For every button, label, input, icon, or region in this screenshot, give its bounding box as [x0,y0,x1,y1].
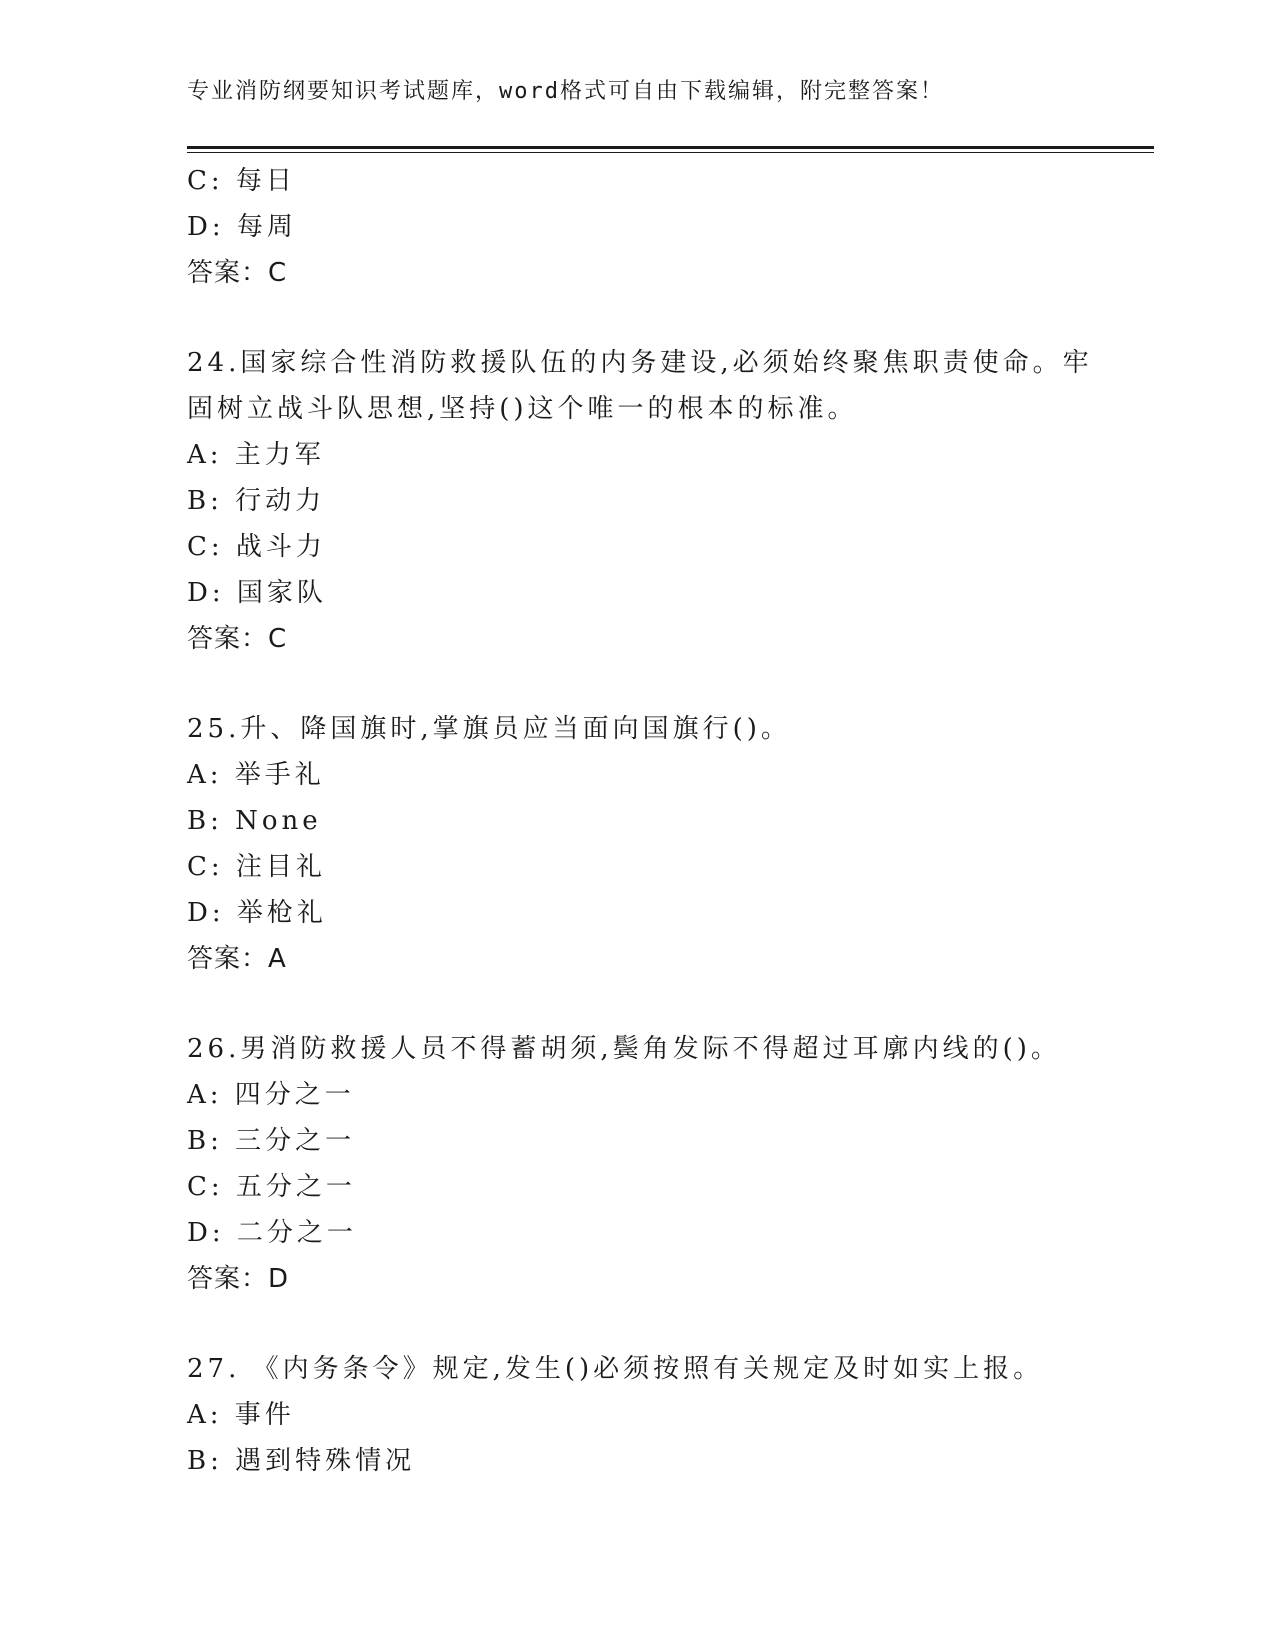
question-stem: 固树立战斗队思想,坚持()这个唯一的根本的标准。 [187,394,858,424]
option-a: A: 举手礼 [187,760,325,790]
answer: 答案：C [187,258,288,288]
option-d: D: 每周 [187,212,297,242]
option-c: C: 五分之一 [187,1172,356,1202]
question-stem: 25.升、降国旗时,掌旗员应当面向国旗行()。 [187,714,791,744]
document-header: 专业消防纲要知识考试题库，word格式可自由下载编辑，附完整答案！ [187,79,944,104]
answer: 答案：D [187,1264,290,1294]
document-body [187,158,1093,1484]
option-b: B: None [187,806,322,836]
option-d: D: 国家队 [187,578,327,608]
question-24 [187,340,1093,662]
header-rule-thin [187,152,1154,153]
option-b: B: 遇到特殊情况 [187,1446,416,1476]
option-a: A: 事件 [187,1400,295,1430]
option-d: D: 举枪礼 [187,898,327,928]
question-26 [187,1026,1087,1302]
question-27 [187,1346,1087,1484]
option-c: C: 注目礼 [187,852,326,882]
option-b: B: 行动力 [187,486,326,516]
header-rule-thick [187,146,1154,149]
question-fragment [187,158,1087,296]
answer: 答案：C [187,624,288,654]
option-c: C: 战斗力 [187,532,326,562]
option-a: A: 主力军 [187,440,325,470]
answer: 答案：A [187,944,287,974]
question-stem: 27. 《内务条令》规定,发生()必须按照有关规定及时如实上报。 [187,1354,1044,1384]
option-a: A: 四分之一 [187,1080,355,1110]
question-stem: 24.国家综合性消防救援队伍的内务建设,必须始终聚焦职责使命。牢 [187,348,1093,378]
option-d: D: 二分之一 [187,1218,357,1248]
question-stem: 26.男消防救援人员不得蓄胡须,鬓角发际不得超过耳廓内线的()。 [187,1034,1061,1064]
option-b: B: 三分之一 [187,1126,356,1156]
option-c: C: 每日 [187,166,296,196]
question-25 [187,706,1087,982]
